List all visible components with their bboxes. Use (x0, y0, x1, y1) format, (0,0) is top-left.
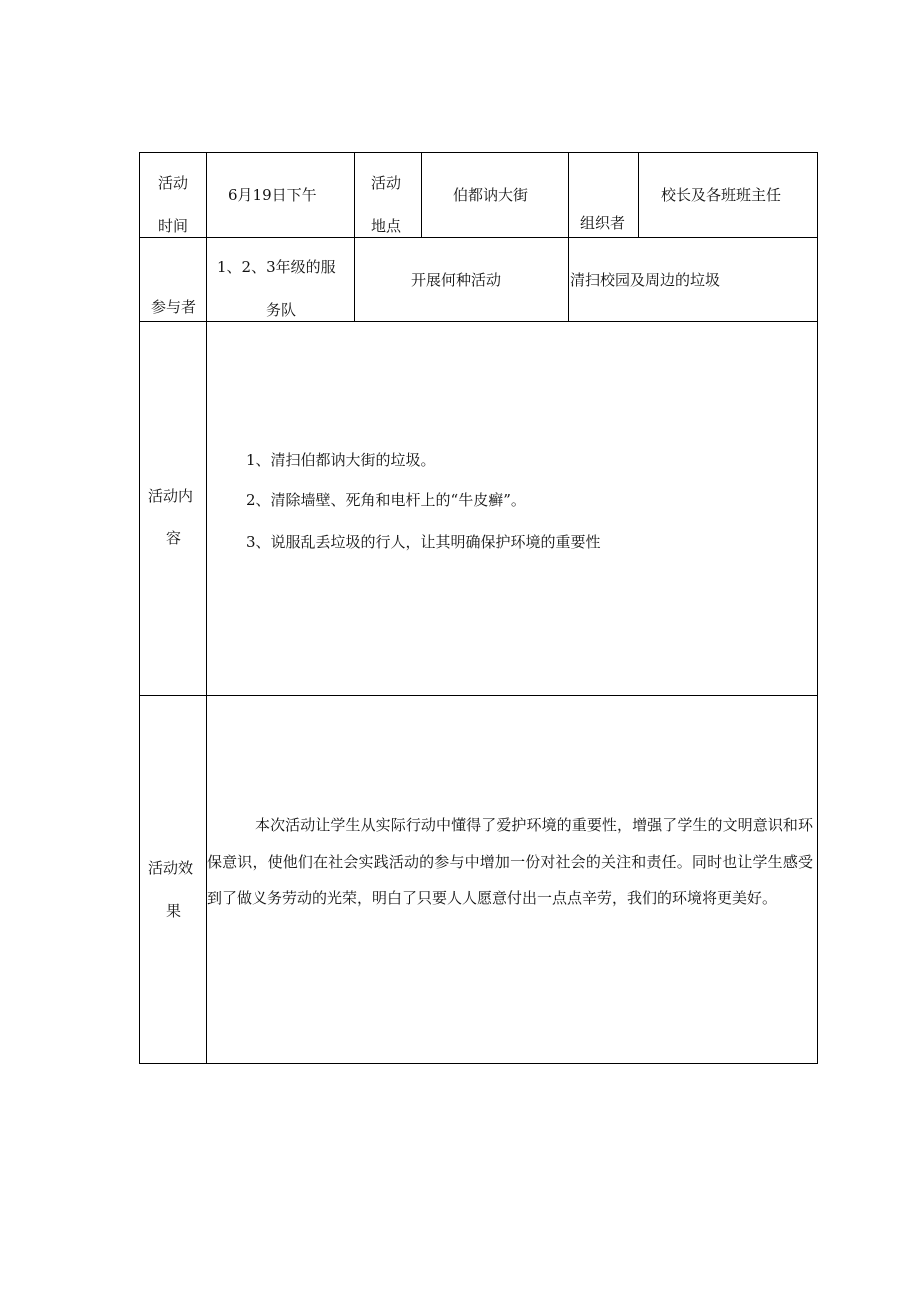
column-divider (354, 152, 355, 322)
table-border-bottom (139, 1063, 818, 1064)
organizer-label: 组织者 (580, 214, 626, 232)
table-border-top (139, 152, 818, 153)
activity-effect-label: 活动效 (148, 859, 194, 877)
activity-place-label: 活动 (371, 174, 402, 192)
activity-place-label: 地点 (371, 217, 402, 235)
activity-place-value: 伯都讷大街 (453, 186, 529, 204)
activity-time-label: 活动 (158, 174, 189, 192)
row-divider (139, 695, 818, 696)
activity-time-label: 时间 (158, 217, 189, 235)
participants-label: 参与者 (151, 298, 197, 316)
column-divider (206, 152, 207, 1064)
participants-value: 务队 (266, 301, 297, 319)
column-divider (638, 152, 639, 238)
table-border-right (817, 152, 818, 1064)
row-divider (139, 321, 818, 322)
activity-time-value: 6月19日下午 (228, 186, 317, 204)
activity-type-value: 清扫校园及周边的垃圾 (570, 271, 721, 289)
column-divider (568, 152, 569, 322)
activity-content-label: 活动内 (148, 487, 194, 505)
activity-type-label: 开展何种活动 (411, 271, 502, 289)
participants-value: 1、2、3年级的服 (217, 258, 336, 276)
activity-effect-paragraph: 本次活动让学生从实际行动中懂得了爱护环境的重要性，增强了学生的文明意识和环保意识，使他们在社会实践活动的参与中增加一份对社会的关注和责任。同时也让学生感受到了做义务劳动的光荣，明白了只要人人愿意付出一点点辛劳，我们的环境将更美好。 (207, 816, 813, 907)
content-item: 1、清扫伯都讷大街的垃圾。 (246, 451, 436, 469)
content-item: 2、清除墙壁、死角和电杆上的“牛皮癣”。 (246, 491, 526, 509)
activity-content-label: 容 (166, 529, 182, 547)
content-item: 3、说服乱丢垃圾的行人，让其明确保护环境的重要性 (246, 533, 601, 551)
column-divider (421, 152, 422, 238)
row-divider (139, 237, 818, 238)
table-border-left (139, 152, 140, 1064)
activity-effect-label: 果 (166, 902, 182, 920)
organizer-value: 校长及各班班主任 (661, 186, 782, 204)
